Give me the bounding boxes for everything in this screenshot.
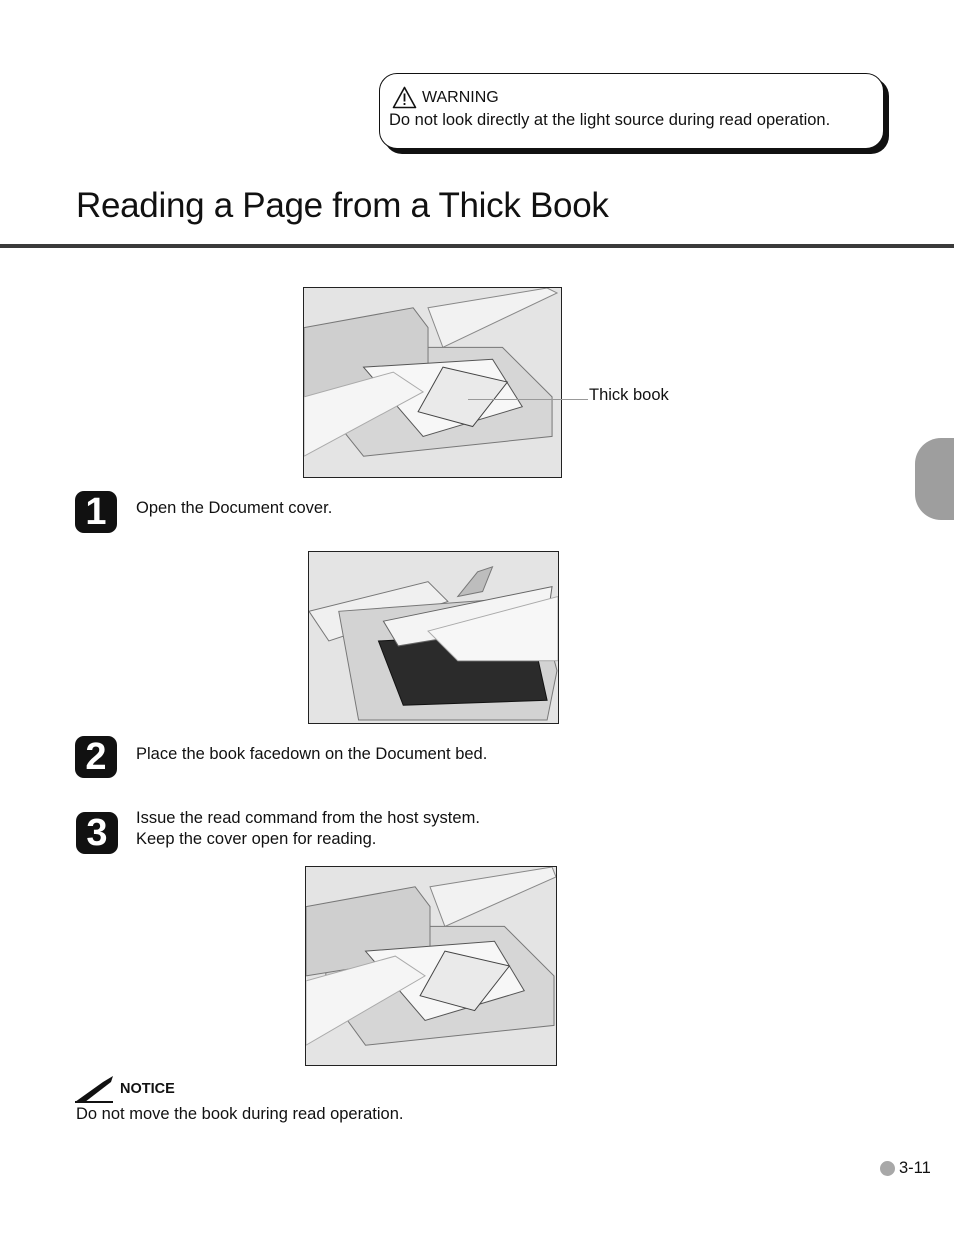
warning-triangle-icon [392,86,417,109]
step-3-text [136,808,480,850]
warning-title: WARNING [422,89,499,106]
warning-text: Do not look directly at the light source during read operation. [389,111,831,129]
figure-reading-with-cover-open [305,866,557,1066]
step-2-badge: 2 [75,736,117,778]
step-1-text: Open the Document cover. [136,499,333,517]
callout-leader-line [468,399,588,400]
step-1-badge: 1 [75,491,117,533]
step-2-text: Place the book facedown on the Document bed. [136,745,488,763]
chapter-side-tab [915,438,954,520]
figure-open-document-cover [308,551,559,724]
pencil-note-icon [73,1074,117,1104]
figure-thick-book-on-scanner [303,287,562,478]
page-dot-icon [880,1161,895,1176]
notice-title: NOTICE [120,1081,175,1097]
notice-text: Do not move the book during read operation. [76,1105,404,1123]
page-title: Reading a Page from a Thick Book [76,186,609,225]
page-number: 3-11 [899,1159,931,1177]
title-rule [0,244,954,248]
step-3-line-1: Issue the read command from the host system. [136,809,480,827]
step-3-line-2: Keep the cover open for reading. [136,830,377,848]
callout-thick-book: Thick book [589,386,669,404]
step-3-badge: 3 [76,812,118,854]
